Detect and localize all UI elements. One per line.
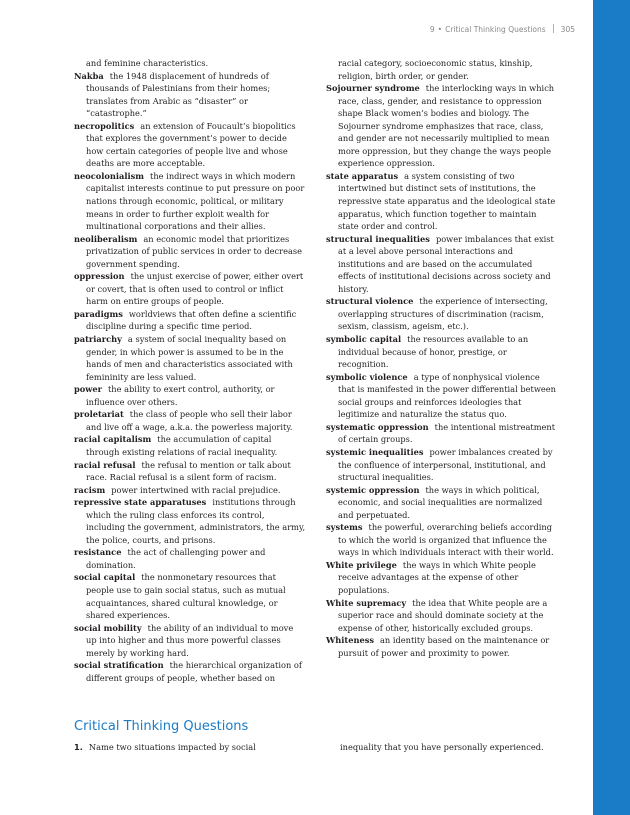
glossary-definition: the powerful, overarching beliefs according to which the world is organized that influence the ways in which individuals interact with their world. xyxy=(338,522,554,558)
glossary-term: proletariat xyxy=(74,409,124,420)
glossary-definition: the indirect ways in which modern capitalist interests continue to put pressure on poor nations through economic, political, or military means in order to further exploit wealth for multinational corporations and their allies. xyxy=(86,170,305,232)
glossary-definition: an identity based on the maintenance or pursuit of power and proximity to power. xyxy=(338,635,550,658)
glossary-term: neoliberalism xyxy=(74,233,138,244)
glossary-definition: the 1948 displacement of hundreds of thousands of Palestinians from their homes; translates from Arabic as “disaster” or “catastrophe.” xyxy=(86,70,271,119)
glossary-entry xyxy=(74,170,306,233)
glossary-definition: the hierarchical organization of different groups of people, whether based on xyxy=(86,660,302,683)
glossary-term: White supremacy xyxy=(326,597,407,608)
glossary-term: racism xyxy=(74,484,106,495)
glossary-definition: the ability of an individual to move up into higher and thus more powerful classes merely by working hard. xyxy=(86,622,294,658)
glossary-definition: the unjust exercise of power, either overt or covert, that is often used to control or inflict harm on entire groups of people. xyxy=(86,271,304,307)
glossary-entry xyxy=(74,484,306,497)
glossary-definition: the interlocking ways in which race, class, gender, and resistance to oppression shape Black women’s bodies and biology. The Sojourner syndrome emphasizes that race, class, and gender are not necessarily multiplied to mean more oppression, but they change the ways people experience oppression. xyxy=(338,83,555,169)
glossary-definition: an economic model that prioritizes privatization of public services in order to decrease government spending. xyxy=(86,233,303,269)
glossary-definition: the ability to exert control, authority, or influence over others. xyxy=(86,384,275,407)
glossary-term: racial capitalism xyxy=(74,434,152,445)
glossary-entry xyxy=(326,559,558,597)
glossary-definition: a system of social inequality based on gender, in which power is assumed to be in the hands of men and characteristics associated with femininity are less valued. xyxy=(86,334,293,382)
running-head-title: Critical Thinking Questions xyxy=(445,25,546,34)
glossary-left-column xyxy=(74,57,306,684)
glossary-term: Sojourner syndrome xyxy=(326,83,420,94)
glossary-term: paradigms xyxy=(74,308,123,319)
glossary-term: symbolic capital xyxy=(326,334,402,345)
glossary-entry xyxy=(326,233,558,296)
question-1-start xyxy=(74,741,256,754)
glossary-term: systematic oppression xyxy=(326,421,429,432)
glossary-definition: the class of people who sell their labor and live off a wage, a.k.a. the powerless majority. xyxy=(86,409,293,432)
glossary-term: oppression xyxy=(74,271,125,282)
glossary-entry xyxy=(326,421,558,446)
glossary-entry xyxy=(326,521,558,559)
glossary-entry xyxy=(326,634,558,659)
glossary-entry xyxy=(326,597,558,635)
glossary-entry xyxy=(74,70,306,120)
glossary-term: repressive state apparatuses xyxy=(74,497,207,508)
glossary-term: symbolic violence xyxy=(326,371,408,382)
glossary-entry xyxy=(74,433,306,458)
glossary-term: neocolonialism xyxy=(74,170,145,181)
chapter-color-bar xyxy=(593,0,630,815)
glossary-term: patriarchy xyxy=(74,334,122,345)
glossary-definition: the refusal to mention or talk about race. Racial refusal is a silent form of racism. xyxy=(86,459,291,483)
glossary-definition: the resources available to an individual because of honor, prestige, or recognition. xyxy=(338,334,529,370)
glossary-term: resistance xyxy=(74,547,122,558)
divider xyxy=(553,24,554,33)
glossary-entry xyxy=(326,446,558,484)
question-1-end: inequality that you have personally experienced. xyxy=(340,742,544,752)
glossary-term: social capital xyxy=(74,572,136,583)
glossary-entry xyxy=(74,546,306,571)
bullet-separator: • xyxy=(437,25,443,34)
glossary-entry xyxy=(74,308,306,333)
page-number: 305 xyxy=(560,25,575,34)
glossary-definition: an extension of Foucault’s biopolitics that explores the government’s power to decide how certain categories of people live and whose deaths are more acceptable. xyxy=(86,120,296,169)
glossary-entry xyxy=(74,333,306,383)
glossary-entry xyxy=(326,82,558,170)
glossary-entry xyxy=(74,233,306,271)
glossary-entry xyxy=(74,622,306,660)
glossary-definition: a system consisting of two intertwined but distinct sets of institutions, the repressive state apparatus and the ideological state apparatus, which function together to maintain state order and control. xyxy=(338,170,556,232)
glossary-entry xyxy=(74,496,306,546)
glossary-term: structural inequalities xyxy=(326,233,430,244)
glossary-definition: power intertwined with racial prejudice. xyxy=(111,484,281,495)
question-text-start: Name two situations impacted by social xyxy=(88,742,256,752)
glossary-term: Whiteness xyxy=(326,635,374,646)
glossary-term: systemic inequalities xyxy=(326,446,424,457)
glossary-term: racial refusal xyxy=(74,459,136,470)
glossary-term: power xyxy=(74,384,102,395)
question-number: 1. xyxy=(74,742,83,752)
glossary-definition: the act of challenging power and domination. xyxy=(86,547,266,570)
glossary-entry xyxy=(74,659,306,684)
glossary-right-column xyxy=(326,57,558,659)
glossary-continued-text: and feminine characteristics. xyxy=(86,58,209,68)
glossary-entry xyxy=(326,484,558,522)
glossary-definition: the ways in which White people receive advantages at the expense of other populations. xyxy=(338,559,536,595)
glossary-definition: the ways in which political, economic, and social inequalities are normalized and perpetuated. xyxy=(338,484,543,520)
glossary-entry xyxy=(74,270,306,308)
glossary-term: systems xyxy=(326,522,363,533)
glossary-entry xyxy=(326,333,558,371)
glossary-definition: power imbalances created by the confluence of interpersonal, institutional, and structural inequalities. xyxy=(338,446,553,483)
glossary-term: state apparatus xyxy=(326,170,399,181)
glossary-definition: worldviews that often define a scientific discipline during a specific time period. xyxy=(86,308,297,332)
chapter-number: 9 xyxy=(429,25,435,34)
glossary-definition: institutions through which the ruling class enforces its control, including the government, administrators, the army, the police, courts, and prisons. xyxy=(86,497,306,545)
glossary-entry xyxy=(74,408,306,433)
glossary-entry xyxy=(74,571,306,621)
glossary-definition: the nonmonetary resources that people use to gain social status, such as mutual acquaintances, shared cultural knowledge, or shared experiences. xyxy=(86,572,286,621)
section-title: Critical Thinking Questions xyxy=(74,719,249,734)
glossary-entry xyxy=(74,383,306,408)
glossary-entry xyxy=(74,120,306,170)
glossary-entry xyxy=(326,295,558,333)
glossary-definition: the intentional mistreatment of certain groups. xyxy=(338,421,556,445)
glossary-entry xyxy=(326,170,558,233)
glossary-definition: the experience of intersecting, overlapping structures of discrimination (racism, sexism, classism, ageism, etc.). xyxy=(338,296,548,332)
glossary-term: Nakba xyxy=(74,70,104,81)
running-head xyxy=(430,24,575,34)
glossary-term: White privilege xyxy=(326,559,397,570)
glossary-term: social stratification xyxy=(74,660,164,671)
glossary-continued-text: racial category, socioeconomic status, kinship, religion, birth order, or gender. xyxy=(338,58,533,81)
glossary-definition: power imbalances that exist at a level above personal interactions and institutions and are based on the accumulated effects of institutional decisions across society and history. xyxy=(338,233,554,294)
glossary-entry xyxy=(326,371,558,421)
glossary-term: necropolitics xyxy=(74,120,135,131)
glossary-term: social mobility xyxy=(74,622,142,633)
glossary-definition: the idea that White people are a superior race and should dominate society at the expense of other, historically excluded groups. xyxy=(338,597,548,633)
glossary-term: systemic oppression xyxy=(326,484,420,495)
glossary-definition: a type of nonphysical violence that is manifested in the power differential between social groups and reinforces ideologies that legitimize and naturalize the status quo. xyxy=(338,371,556,420)
glossary-entry xyxy=(74,459,306,484)
glossary-term: structural violence xyxy=(326,296,414,307)
glossary-definition: the accumulation of capital through existing relations of racial inequality. xyxy=(86,434,278,457)
